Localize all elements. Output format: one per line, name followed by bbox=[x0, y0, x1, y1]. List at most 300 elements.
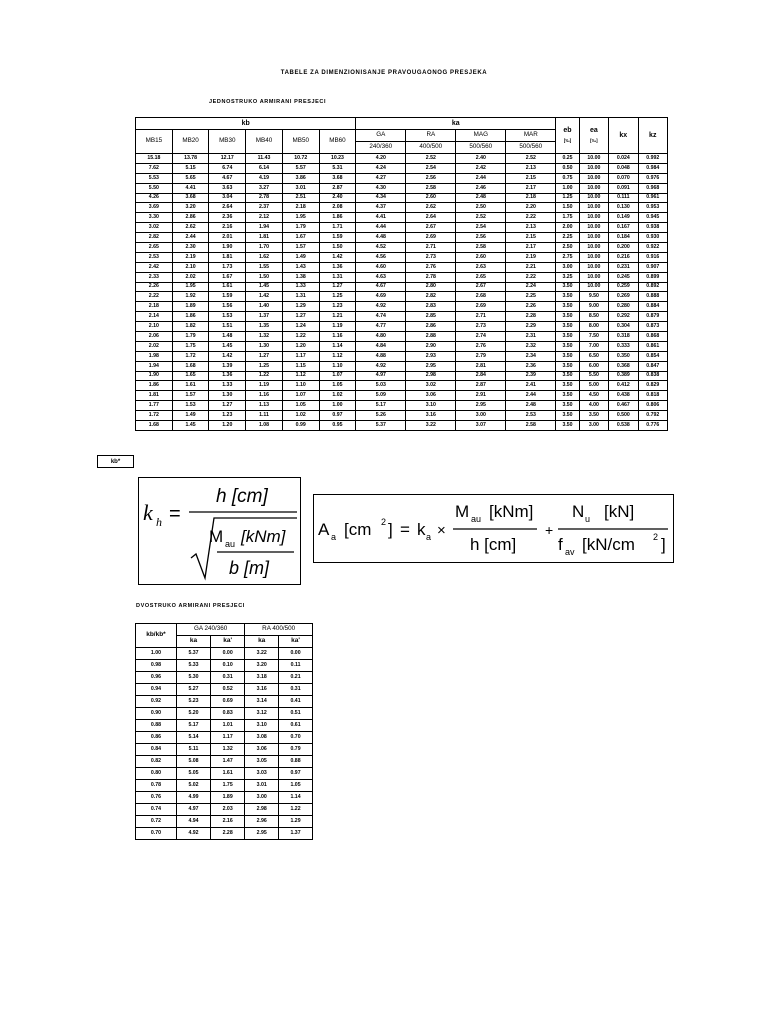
table-cell: 1.14 bbox=[279, 792, 313, 804]
table-cell: 0.130 bbox=[609, 203, 638, 213]
kb-column-header: MB20 bbox=[172, 130, 209, 154]
table-row bbox=[136, 282, 668, 292]
table-cell: 3.10 bbox=[245, 720, 279, 732]
table-row bbox=[136, 780, 313, 792]
table-cell: 3.50 bbox=[556, 341, 579, 351]
formula-kh-svg bbox=[139, 478, 302, 586]
ka-group-label: ka bbox=[451, 120, 460, 127]
table-cell: 2.68 bbox=[456, 292, 506, 302]
aa-den2: f bbox=[558, 535, 563, 554]
table-cell: 10.23 bbox=[319, 154, 356, 164]
table-cell: 1.59 bbox=[209, 292, 246, 302]
table-cell: 2.80 bbox=[406, 282, 456, 292]
aa-den2-sq: 2 bbox=[653, 532, 659, 542]
table-cell: 4.56 bbox=[356, 252, 406, 262]
table-cell: 2.58 bbox=[506, 421, 556, 431]
table-cell: 2.78 bbox=[406, 272, 456, 282]
table-cell: 0.992 bbox=[638, 154, 667, 164]
table-cell: 0.21 bbox=[279, 672, 313, 684]
table-cell: 0.69 bbox=[211, 696, 245, 708]
table-cell: 1.81 bbox=[209, 252, 246, 262]
table-cell: 3.50 bbox=[556, 292, 579, 302]
table-cell: 3.18 bbox=[245, 672, 279, 684]
table-cell: 4.92 bbox=[356, 361, 406, 371]
kb-column-header: MB60 bbox=[319, 130, 356, 154]
table-cell: 0.11 bbox=[279, 660, 313, 672]
table-cell: 0.52 bbox=[211, 684, 245, 696]
table-cell: 5.14 bbox=[176, 732, 210, 744]
aa-num2-sub: u bbox=[585, 514, 591, 524]
table-cell: 10.00 bbox=[579, 252, 608, 262]
aa-num1: M bbox=[455, 502, 470, 521]
table-cell: 0.024 bbox=[609, 154, 638, 164]
ea-unit: [‰] bbox=[590, 138, 598, 144]
table-cell: 4.99 bbox=[176, 792, 210, 804]
table-cell: 6.14 bbox=[246, 163, 283, 173]
kb-star-label: kb* bbox=[97, 455, 134, 468]
table-cell: 2.12 bbox=[246, 213, 283, 223]
table-cell: 5.50 bbox=[136, 183, 173, 193]
table-cell: 1.61 bbox=[172, 381, 209, 391]
second-sub-header: ka' bbox=[279, 636, 313, 648]
table-cell: 2.48 bbox=[456, 193, 506, 203]
table-cell: 0.149 bbox=[609, 213, 638, 223]
table-cell: 3.50 bbox=[556, 391, 579, 401]
table-cell: 0.95 bbox=[319, 421, 356, 431]
aa-lhs-sub: a bbox=[331, 532, 337, 542]
table-cell: 3.10 bbox=[406, 401, 456, 411]
table-cell: 0.968 bbox=[638, 183, 667, 193]
table-cell: 1.17 bbox=[282, 351, 319, 361]
table-cell: 2.08 bbox=[319, 203, 356, 213]
table-cell: 0.806 bbox=[638, 401, 667, 411]
table-cell: 1.43 bbox=[282, 262, 319, 272]
table-cell: 3.22 bbox=[245, 648, 279, 660]
table-cell: 2.87 bbox=[319, 183, 356, 193]
kb-column-header: MB50 bbox=[282, 130, 319, 154]
table-cell: 2.96 bbox=[245, 816, 279, 828]
table-cell: 2.02 bbox=[172, 272, 209, 282]
table-cell: 5.30 bbox=[176, 672, 210, 684]
table-cell: 2.71 bbox=[406, 243, 456, 253]
table-cell: 0.854 bbox=[638, 351, 667, 361]
table-cell: 2.17 bbox=[506, 183, 556, 193]
table-cell: 0.79 bbox=[279, 744, 313, 756]
table-row bbox=[136, 672, 313, 684]
table-cell: 2.54 bbox=[406, 163, 456, 173]
table-cell: 0.304 bbox=[609, 322, 638, 332]
table-cell: 3.14 bbox=[245, 696, 279, 708]
table-cell: 0.412 bbox=[609, 381, 638, 391]
table-cell: 0.70 bbox=[279, 732, 313, 744]
table-cell: 0.976 bbox=[638, 173, 667, 183]
table-cell: 2.24 bbox=[506, 282, 556, 292]
kb-column-header: MB30 bbox=[209, 130, 246, 154]
table-cell: 2.50 bbox=[456, 203, 506, 213]
table-cell: 2.10 bbox=[136, 322, 173, 332]
table-cell: 5.15 bbox=[172, 163, 209, 173]
table-cell: 3.01 bbox=[282, 183, 319, 193]
table-cell: 5.33 bbox=[176, 660, 210, 672]
table-cell: 1.10 bbox=[319, 361, 356, 371]
aa-num2-unit: [kN] bbox=[604, 502, 635, 521]
table-cell: 6.00 bbox=[579, 361, 608, 371]
table-cell: 1.24 bbox=[282, 322, 319, 332]
table-cell: 3.68 bbox=[319, 173, 356, 183]
table-cell: 4.44 bbox=[356, 223, 406, 233]
table-row bbox=[136, 193, 668, 203]
table-cell: 2.53 bbox=[506, 411, 556, 421]
table-cell: 4.92 bbox=[176, 828, 210, 840]
table-row bbox=[136, 233, 668, 243]
table-cell: 1.90 bbox=[136, 371, 173, 381]
table-cell: 0.368 bbox=[609, 361, 638, 371]
table-cell: 3.07 bbox=[456, 421, 506, 431]
table-cell: 4.26 bbox=[136, 193, 173, 203]
table-cell: 1.81 bbox=[136, 391, 173, 401]
table-row bbox=[136, 163, 668, 173]
table-cell: 3.50 bbox=[556, 282, 579, 292]
table-cell: 2.78 bbox=[246, 193, 283, 203]
table-cell: 1.32 bbox=[246, 332, 283, 342]
kb-group-label: kb bbox=[241, 120, 250, 127]
table-cell: 5.26 bbox=[356, 411, 406, 421]
table-cell: 7.00 bbox=[579, 341, 608, 351]
table-row bbox=[136, 252, 668, 262]
table-row bbox=[136, 341, 668, 351]
table-cell: 2.19 bbox=[172, 252, 209, 262]
table-cell: 1.25 bbox=[246, 361, 283, 371]
table-cell: 1.72 bbox=[172, 351, 209, 361]
table-cell: 2.62 bbox=[172, 223, 209, 233]
table-cell: 1.29 bbox=[282, 302, 319, 312]
table-cell: 4.00 bbox=[579, 401, 608, 411]
kh-den-b: b [m] bbox=[229, 558, 270, 578]
table-cell: 2.93 bbox=[406, 351, 456, 361]
table-cell: 1.42 bbox=[319, 252, 356, 262]
aa-num1-sub: au bbox=[471, 514, 482, 524]
table-cell: 1.13 bbox=[246, 401, 283, 411]
table-cell: 1.10 bbox=[282, 381, 319, 391]
table-cell: 3.25 bbox=[556, 272, 579, 282]
table-cell: 0.200 bbox=[609, 243, 638, 253]
table-cell: 1.25 bbox=[556, 193, 579, 203]
table-row bbox=[136, 223, 668, 233]
table-cell: 3.30 bbox=[136, 213, 173, 223]
table-cell: 1.51 bbox=[209, 322, 246, 332]
table-cell: 2.71 bbox=[456, 312, 506, 322]
table-cell: 2.56 bbox=[456, 233, 506, 243]
table-cell: 0.78 bbox=[136, 780, 177, 792]
table-cell: 2.02 bbox=[136, 341, 173, 351]
table-cell: 4.37 bbox=[356, 203, 406, 213]
table-cell: 1.67 bbox=[282, 233, 319, 243]
table-cell: 2.83 bbox=[406, 302, 456, 312]
kh-den-m: M bbox=[209, 527, 224, 546]
table-row bbox=[136, 381, 668, 391]
table-cell: 0.500 bbox=[609, 411, 638, 421]
table-cell: 1.19 bbox=[319, 322, 356, 332]
table-row bbox=[136, 792, 313, 804]
table-cell: 0.907 bbox=[638, 262, 667, 272]
table-cell: 1.68 bbox=[172, 361, 209, 371]
table-row bbox=[136, 756, 313, 768]
table-cell: 1.08 bbox=[246, 421, 283, 431]
table-cell: 13.78 bbox=[172, 154, 209, 164]
table-cell: 1.98 bbox=[136, 351, 173, 361]
table-row bbox=[136, 816, 313, 828]
table-cell: 4.88 bbox=[356, 351, 406, 361]
table-cell: 0.74 bbox=[136, 804, 177, 816]
table-cell: 1.86 bbox=[319, 213, 356, 223]
table-cell: 0.97 bbox=[279, 768, 313, 780]
table-cell: 1.61 bbox=[209, 282, 246, 292]
table-cell: 1.23 bbox=[209, 411, 246, 421]
table-cell: 5.11 bbox=[176, 744, 210, 756]
table-cell: 0.83 bbox=[211, 708, 245, 720]
table-cell: 1.94 bbox=[136, 361, 173, 371]
table-cell: 1.53 bbox=[172, 401, 209, 411]
table-cell: 0.72 bbox=[136, 816, 177, 828]
table-cell: 2.79 bbox=[456, 351, 506, 361]
table-cell: 2.13 bbox=[506, 163, 556, 173]
table-cell: 2.52 bbox=[506, 154, 556, 164]
table-cell: 0.292 bbox=[609, 312, 638, 322]
table-cell: 2.00 bbox=[556, 223, 579, 233]
table-cell: 0.091 bbox=[609, 183, 638, 193]
table-cell: 3.69 bbox=[136, 203, 173, 213]
table-cell: 0.25 bbox=[556, 154, 579, 164]
table-cell: 1.11 bbox=[246, 411, 283, 421]
table-row bbox=[136, 173, 668, 183]
table-row bbox=[136, 648, 313, 660]
eb-header bbox=[556, 118, 579, 154]
table-cell: 0.31 bbox=[279, 684, 313, 696]
table-row bbox=[136, 262, 668, 272]
table-cell: 4.24 bbox=[356, 163, 406, 173]
table-cell: 0.916 bbox=[638, 252, 667, 262]
table-cell: 2.10 bbox=[172, 262, 209, 272]
table-cell: 2.18 bbox=[506, 193, 556, 203]
table-cell: 0.818 bbox=[638, 391, 667, 401]
table-cell: 0.184 bbox=[609, 233, 638, 243]
section-title-double: DVOSTRUKO ARMIRANI PRESJECI bbox=[136, 603, 245, 609]
table-cell: 2.01 bbox=[209, 233, 246, 243]
document-title: TABELE ZA DIMENZIONISANJE PRAVOUGAONOG PRESJEKA bbox=[280, 70, 488, 76]
table-cell: 7.62 bbox=[136, 163, 173, 173]
table-cell: 2.15 bbox=[506, 233, 556, 243]
table-cell: 0.879 bbox=[638, 312, 667, 322]
table-cell: 1.86 bbox=[172, 312, 209, 322]
table-cell: 15.18 bbox=[136, 154, 173, 164]
table-cell: 7.50 bbox=[579, 332, 608, 342]
table-cell: 1.30 bbox=[246, 341, 283, 351]
table-cell: 0.245 bbox=[609, 272, 638, 282]
table-cell: 8.50 bbox=[579, 312, 608, 322]
aa-plus: + bbox=[545, 522, 554, 538]
table-cell: 5.02 bbox=[176, 780, 210, 792]
table-cell: 2.19 bbox=[506, 252, 556, 262]
table-cell: 10.00 bbox=[579, 223, 608, 233]
table-cell: 0.231 bbox=[609, 262, 638, 272]
table-cell: 1.17 bbox=[211, 732, 245, 744]
table-cell: 2.06 bbox=[136, 332, 173, 342]
ea-label: ea bbox=[589, 127, 598, 135]
table-row bbox=[136, 371, 668, 381]
second-sub-header: ka' bbox=[211, 636, 245, 648]
table-cell: 3.02 bbox=[136, 223, 173, 233]
table-cell: 1.20 bbox=[209, 421, 246, 431]
table-cell: 1.45 bbox=[172, 421, 209, 431]
table-cell: 3.04 bbox=[209, 193, 246, 203]
table-cell: 2.30 bbox=[172, 243, 209, 253]
table-cell: 2.91 bbox=[456, 391, 506, 401]
table-cell: 2.15 bbox=[506, 173, 556, 183]
table-cell: 1.16 bbox=[319, 332, 356, 342]
table-cell: 2.90 bbox=[406, 341, 456, 351]
aa-num2: N bbox=[572, 502, 585, 521]
table-cell: 1.49 bbox=[282, 252, 319, 262]
table-cell: 3.50 bbox=[556, 371, 579, 381]
table-cell: 0.96 bbox=[136, 672, 177, 684]
table-cell: 2.25 bbox=[556, 233, 579, 243]
table-cell: 5.27 bbox=[176, 684, 210, 696]
table-cell: 0.070 bbox=[609, 173, 638, 183]
table-cell: 3.50 bbox=[556, 411, 579, 421]
table-row bbox=[136, 154, 668, 164]
aa-times: × bbox=[437, 522, 446, 539]
table-cell: 2.13 bbox=[506, 223, 556, 233]
table-cell: 2.28 bbox=[506, 312, 556, 322]
kh-den-m-sub: au bbox=[225, 539, 236, 549]
table-cell: 0.318 bbox=[609, 332, 638, 342]
table-cell: 4.41 bbox=[356, 213, 406, 223]
table-cell: 0.945 bbox=[638, 213, 667, 223]
table-cell: 10.00 bbox=[579, 193, 608, 203]
table-cell: 0.92 bbox=[136, 696, 177, 708]
table-cell: 1.22 bbox=[279, 804, 313, 816]
table-cell: 4.48 bbox=[356, 233, 406, 243]
table-cell: 0.467 bbox=[609, 401, 638, 411]
table-row bbox=[136, 411, 668, 421]
table-cell: 2.14 bbox=[136, 312, 173, 322]
table-cell: 4.41 bbox=[172, 183, 209, 193]
table-cell: 4.67 bbox=[209, 173, 246, 183]
table-cell: 0.922 bbox=[638, 243, 667, 253]
table-cell: 1.50 bbox=[556, 203, 579, 213]
table-cell: 1.81 bbox=[246, 233, 283, 243]
table-cell: 1.75 bbox=[172, 341, 209, 351]
table-cell: 1.75 bbox=[556, 213, 579, 223]
table-cell: 2.22 bbox=[136, 292, 173, 302]
table-cell: 2.81 bbox=[456, 361, 506, 371]
table-cell: 3.20 bbox=[172, 203, 209, 213]
table-cell: 2.56 bbox=[406, 173, 456, 183]
kx-header: kx bbox=[609, 118, 638, 154]
table-cell: 1.01 bbox=[211, 720, 245, 732]
table-cell: 2.51 bbox=[282, 193, 319, 203]
table-cell: 0.70 bbox=[136, 828, 177, 840]
table-cell: 10.72 bbox=[282, 154, 319, 164]
table-row bbox=[136, 744, 313, 756]
table-cell: 0.88 bbox=[279, 756, 313, 768]
table-cell: 1.95 bbox=[172, 282, 209, 292]
table-cell: 1.05 bbox=[319, 381, 356, 391]
table-cell: 2.53 bbox=[136, 252, 173, 262]
table-cell: 1.61 bbox=[211, 768, 245, 780]
table-cell: 0.111 bbox=[609, 193, 638, 203]
table-cell: 10.00 bbox=[579, 233, 608, 243]
table-cell: 3.20 bbox=[245, 660, 279, 672]
table-cell: 2.82 bbox=[136, 233, 173, 243]
table-row bbox=[136, 720, 313, 732]
table-cell: 1.77 bbox=[136, 401, 173, 411]
table-cell: 2.73 bbox=[406, 252, 456, 262]
table-cell: 2.17 bbox=[506, 243, 556, 253]
aa-lhs: A bbox=[318, 520, 330, 539]
table-cell: 1.65 bbox=[172, 371, 209, 381]
table-cell: 2.40 bbox=[319, 193, 356, 203]
table-cell: 1.00 bbox=[136, 648, 177, 660]
table-cell: 0.048 bbox=[609, 163, 638, 173]
table-cell: 1.59 bbox=[319, 233, 356, 243]
aa-den2-unit: [kN/cm bbox=[582, 535, 635, 554]
second-corner-header: kb/kb* bbox=[136, 624, 177, 648]
table-cell: 2.65 bbox=[456, 272, 506, 282]
kb-group-header bbox=[136, 118, 356, 130]
table-cell: 2.76 bbox=[406, 262, 456, 272]
table-cell: 3.00 bbox=[556, 262, 579, 272]
table-cell: 2.32 bbox=[506, 341, 556, 351]
table-cell: 2.95 bbox=[456, 401, 506, 411]
table-cell: 3.03 bbox=[245, 768, 279, 780]
table-cell: 1.94 bbox=[246, 223, 283, 233]
table-cell: 0.167 bbox=[609, 223, 638, 233]
table-cell: 2.86 bbox=[172, 213, 209, 223]
single-reinforced-table bbox=[135, 117, 668, 431]
table-row bbox=[136, 243, 668, 253]
eb-unit: [‰] bbox=[563, 138, 572, 144]
table-cell: 3.00 bbox=[579, 421, 608, 431]
table-cell: 1.22 bbox=[282, 332, 319, 342]
table-cell: 3.06 bbox=[406, 391, 456, 401]
table-cell: 5.17 bbox=[176, 720, 210, 732]
table-cell: 2.40 bbox=[456, 154, 506, 164]
table-cell: 2.67 bbox=[456, 282, 506, 292]
table-row bbox=[136, 203, 668, 213]
table-row bbox=[136, 768, 313, 780]
table-cell: 1.36 bbox=[319, 262, 356, 272]
table-cell: 1.12 bbox=[282, 371, 319, 381]
table-cell: 4.97 bbox=[356, 371, 406, 381]
table-cell: 4.34 bbox=[356, 193, 406, 203]
table-cell: 2.52 bbox=[406, 154, 456, 164]
table-cell: 4.67 bbox=[356, 282, 406, 292]
table-cell: 3.50 bbox=[579, 411, 608, 421]
table-cell: 1.02 bbox=[282, 411, 319, 421]
table-cell: 1.25 bbox=[319, 292, 356, 302]
table-cell: 4.74 bbox=[356, 312, 406, 322]
table-cell: 1.86 bbox=[136, 381, 173, 391]
table-cell: 2.76 bbox=[456, 341, 506, 351]
table-cell: 1.57 bbox=[172, 391, 209, 401]
table-cell: 1.31 bbox=[282, 292, 319, 302]
table-cell: 1.79 bbox=[172, 332, 209, 342]
table-cell: 3.12 bbox=[245, 708, 279, 720]
table-cell: 1.00 bbox=[556, 183, 579, 193]
table-cell: 2.44 bbox=[456, 173, 506, 183]
table-row bbox=[136, 708, 313, 720]
